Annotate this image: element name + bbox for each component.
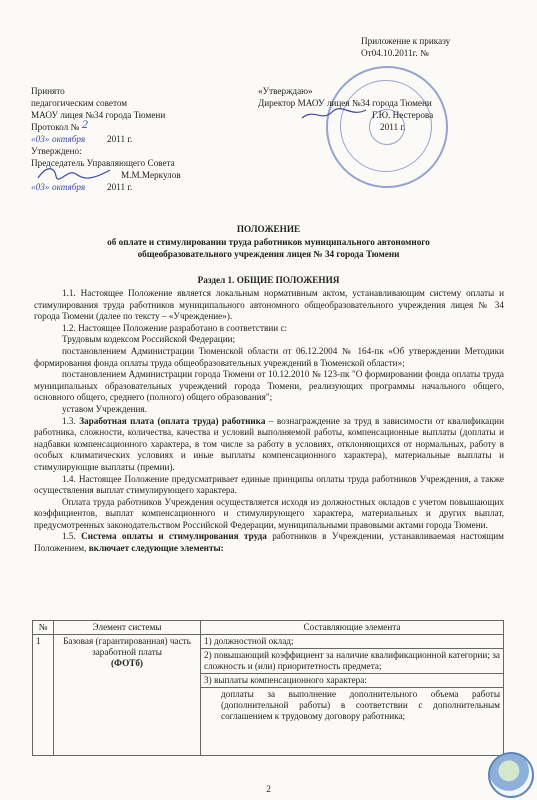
list-item: доплаты за выполнение дополнительного объема работы (дополнительной работы) в соответствии с дополнительным соглашением к трудовому договору работника; — [221, 689, 500, 721]
director-date-year: 2011 г. — [380, 122, 406, 132]
school-label: МАОУ лицея №34 города Тюмени — [31, 110, 166, 120]
chair-name: М.М.Меркулов — [121, 170, 181, 180]
paragraph-1-4b: Оплата труда работников Учреждения осуществляется исходя из должностных окладов с учетом повышающих коэффициентов, выплат компенсационного и стимулирующего характера, материальных и других выплат, предусмотренных законодательством Российской Федерации, муниципальными правовыми актами города Тюмени. — [34, 496, 504, 530]
paragraph-1-4: 1.4. Настоящее Положение предусматривает единые принципы оплаты труда работников Учреждения, а также осуществления выплат стимулирующего характера. — [34, 473, 504, 496]
list-item: 2) повышающий коэффициент за наличие квалификационной категории; за сложность и (или) приоритетность предмета; — [201, 649, 503, 674]
accepted-label: Принято — [31, 86, 65, 96]
paragraph-1-5 — [34, 531, 504, 554]
table-cell-components — [201, 635, 504, 756]
approved-label: Утверждено: — [31, 146, 82, 156]
elements-table — [32, 620, 504, 756]
director-signature — [300, 106, 370, 124]
p15-number: 1.5. — [62, 531, 76, 542]
protocol-number: 2 — [82, 117, 88, 131]
table-header-num: № — [33, 621, 54, 635]
chair-label: Председатель Управляющего Совета — [31, 158, 175, 168]
appendix-line1: Приложение к приказу — [361, 36, 451, 46]
table-cell-element — [54, 635, 201, 756]
section-heading: Раздел 1. ОБЩИЕ ПОЛОЖЕНИЯ — [197, 275, 340, 285]
director-name: Г.Ю. Нестерова — [372, 110, 434, 120]
protocol-label: Протокол № — [31, 122, 80, 132]
p13-definition: – вознаграждение за труд в зависимости от квалификации работника, сложности, количества, качества и условий выполняемой работы, компенсационные выплаты (доплаты и надбавки компенсационного характера, в том числе за работу в условиях, отклоняющихся от нормальных, работу в особых климатических условиях и иные выплаты компенсационного характера), материальные выплаты и стимулирующие выплаты (премии). — [34, 415, 505, 472]
element-name: Базовая (гарантированная) часть заработной платы — [63, 636, 191, 657]
paragraph-1-1: 1.1. Настоящее Положение является локальным нормативным актом, устанавливающим систему оплаты и стимулирования труда работников муниципального автономного общеобразовательного учреждения лицея № 34 города Тюмени (далее по тексту – «Учреждение»). — [34, 288, 504, 322]
paragraph-1-2: 1.2. Настоящее Положение разработано в соответствии с: — [62, 322, 288, 333]
list-item: постановлением Администрации Тюменской области от 06.12.2004 № 164-пк «Об утверждении Методики формирования фонда оплаты труда общеобразовательных учреждений в Тюменской области»; — [34, 345, 504, 368]
paragraph-1-3 — [34, 416, 504, 474]
p15-bold-1: Система оплаты и стимулирования труда — [81, 531, 267, 542]
document-title: ПОЛОЖЕНИЕ — [236, 224, 301, 234]
council-date-day: «03» — [31, 182, 50, 192]
director-label: Директор МАОУ лицея №34 города Тюмени — [258, 98, 432, 108]
list-item: уставом Учреждения. — [62, 403, 147, 414]
chair-signature — [36, 164, 114, 184]
list-item: постановлением Администрации города Тюмени от 10.12.2010 № 123-пк "О формировании фонда оплаты труда муниципальных образовательных учреждений города Тюмени, реализующих программы начального общего, основного общего, среднего (полного) общего образования"; — [34, 369, 504, 403]
approve-label: «Утверждаю» — [258, 86, 313, 96]
table-cell-num: 1 — [33, 635, 54, 756]
protocol-date-month: октября — [52, 134, 86, 144]
document-subtitle-2: общеобразовательного учреждения лицея № 34 города Тюмени — [137, 249, 400, 259]
p15-bold-2: включает следующие элементы: — [88, 543, 224, 554]
table-row — [33, 635, 504, 756]
p13-number: 1.3. — [62, 415, 76, 426]
table-header-element: Элемент системы — [54, 621, 201, 635]
page-number: 2 — [266, 784, 271, 794]
p15-mid: работников в Учреждении, устанавливаемая настоящим Положением, — [34, 531, 504, 554]
table-header-row — [33, 621, 504, 635]
lyceum-logo — [488, 752, 534, 798]
document-subtitle-1: об оплате и стимулировании труда работников муниципального автономного — [107, 237, 430, 247]
council-date-month: октября — [52, 182, 86, 192]
body-text — [34, 288, 504, 555]
list-item: 3) выплаты компенсационного характера: — [201, 674, 503, 688]
element-abbr: (ФОТб) — [111, 658, 143, 668]
protocol-date-day: «03» — [31, 134, 50, 144]
table-header-components: Составляющие элемента — [201, 621, 504, 635]
council-date-year: 2011 г. — [107, 182, 133, 192]
appendix-line2: От04.10.2011г. № — [361, 48, 429, 58]
council-label: педагогическим советом — [31, 98, 128, 108]
list-item: 1) должностной оклад; — [201, 635, 503, 649]
protocol-date-year: 2011 г. — [107, 134, 133, 144]
list-item: Трудовым кодексом Российской Федерации; — [62, 334, 236, 345]
p13-term: Заработная плата (оплата труда) работника — [79, 415, 266, 426]
